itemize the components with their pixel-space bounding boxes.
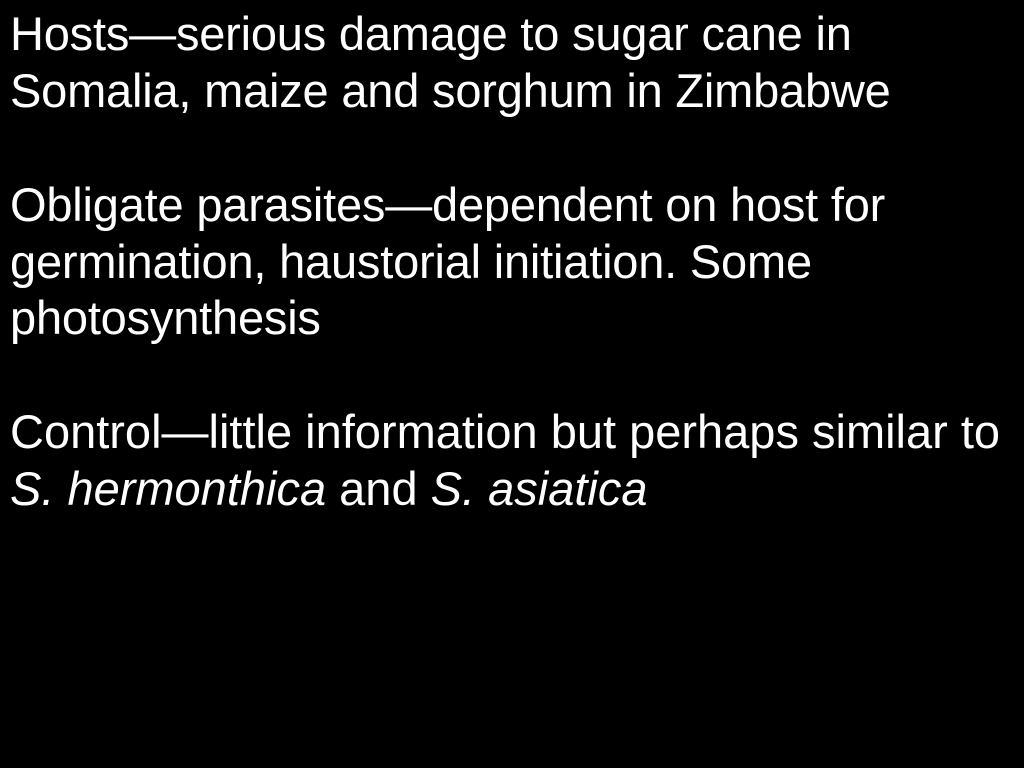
species-name-asiatica: S. asiatica [430,462,648,516]
paragraph-hosts: Hosts—serious damage to sugar cane in Somalia, maize and sorghum in Zimbabwe [10,7,891,117]
control-conjunction-text: and [326,462,431,516]
control-lead-text: Control—little information but perhaps similar to [10,405,1014,459]
paragraph-spacer-2 [10,347,1020,404]
paragraph-control [10,404,1020,518]
paragraph-spacer-1 [10,120,1020,177]
species-name-hermonthica: S. hermonthica [10,462,327,516]
paragraph-obligate-parasites: Obligate parasites—dependent on host for germination, haustorial initiation. Some photosynthesis [10,177,898,345]
